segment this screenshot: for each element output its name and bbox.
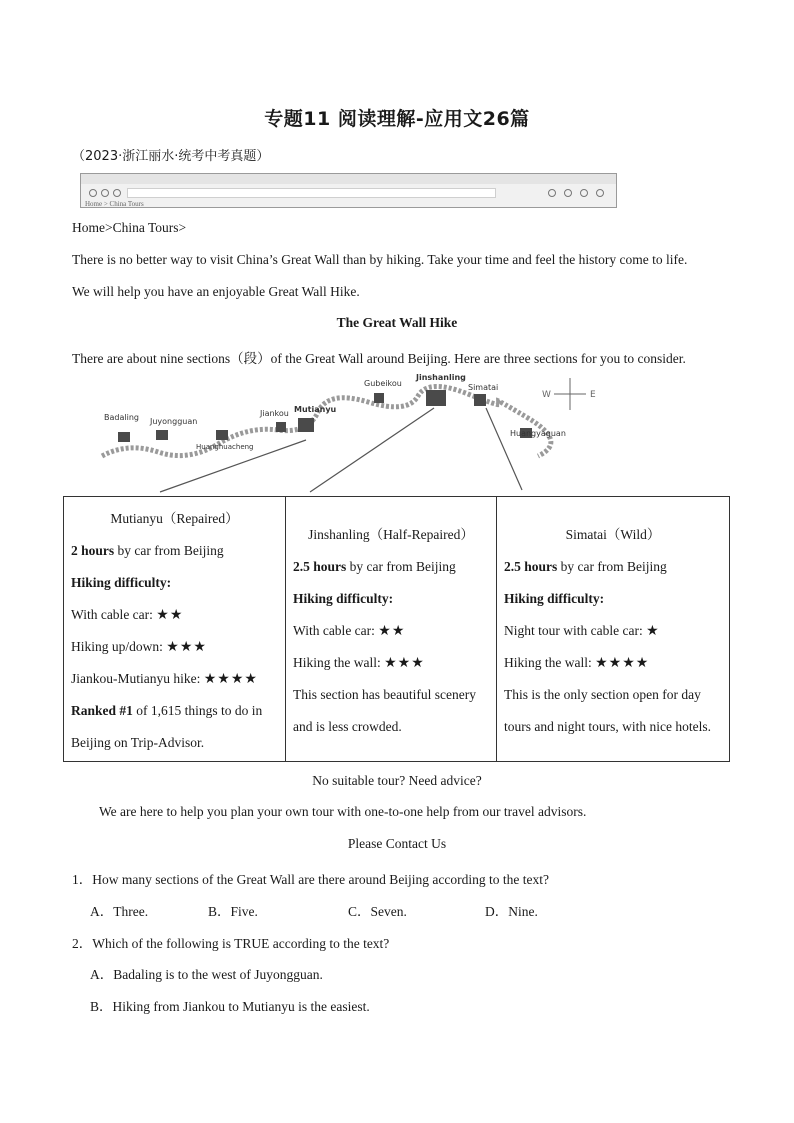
- tower-icon: [374, 393, 384, 403]
- question-2-stem: 2．Which of the following is TRUE according to the text?: [72, 936, 390, 951]
- toolbar-icon: [580, 189, 588, 197]
- simatai-night: Night tour with cable car: ★: [504, 623, 660, 639]
- question-2-option-b: B．Hiking from Jiankou to Mutianyu is the easiest.: [90, 999, 370, 1014]
- browser-screenshot: [80, 173, 617, 208]
- tower-icon: [118, 432, 130, 442]
- arrow-to-simatai: [486, 408, 522, 490]
- question-1-option-d: D．Nine.: [485, 904, 538, 919]
- mutianyu-rank-2: Beijing on Trip-Advisor.: [71, 735, 205, 750]
- address-bar: [127, 188, 496, 198]
- compass-east: E: [590, 390, 596, 400]
- browser-tab-bar: [81, 174, 616, 184]
- arrow-to-jinshanling: [310, 408, 434, 492]
- simatai-name: Simatai（Wild）: [565, 527, 661, 542]
- map-label: Huanghuacheng: [196, 443, 254, 451]
- star-icon: ★★: [156, 607, 184, 623]
- star-icon: ★★★: [384, 655, 425, 671]
- question-1-option-c: C．Seven.: [348, 904, 407, 919]
- simatai-wall: Hiking the wall: ★★★★: [504, 655, 650, 671]
- question-1-option-a: A．Three.: [90, 904, 149, 919]
- mutianyu-difficulty-label: Hiking difficulty:: [71, 575, 172, 590]
- document-title: 专题11 阅读理解-应用文26篇: [264, 108, 530, 130]
- mutianyu-name: Mutianyu（Repaired）: [110, 511, 239, 526]
- compass-icon: [542, 378, 596, 410]
- jinshanling-wall: Hiking the wall: ★★★: [293, 655, 425, 671]
- map-label: Gubeikou: [364, 379, 402, 388]
- toolbar-icon: [596, 189, 604, 197]
- jinshanling-time: 2.5 hours by car from Beijing: [293, 559, 456, 574]
- jinshanling-cable: With cable car: ★★: [293, 623, 406, 639]
- jinshanling-cell: [286, 497, 497, 762]
- breadcrumb: Home>China Tours>: [72, 220, 187, 235]
- compass-west: W: [542, 390, 551, 400]
- back-icon: [89, 189, 97, 197]
- mutianyu-time: 2 hours by car from Beijing: [71, 543, 224, 558]
- tower-icon: [216, 430, 228, 440]
- jinshanling-note-2: and is less crowded.: [293, 719, 402, 734]
- jinshanling-note-1: This section has beautiful scenery: [293, 687, 476, 702]
- star-icon: ★★★★: [595, 655, 650, 671]
- star-icon: ★★★★: [203, 671, 258, 687]
- map-label: Jinshanling: [416, 373, 466, 382]
- simatai-note-2: tours and night tours, with nice hotels.: [504, 719, 711, 734]
- question-2-option-a: A．Badaling is to the west of Juyongguan.: [90, 967, 323, 982]
- toolbar-icon: [564, 189, 572, 197]
- intro-line-1: There is no better way to visit China’s Great Wall than by hiking. Take your time and feel the history come to life.: [72, 252, 688, 267]
- map-label: Simatai: [468, 383, 499, 392]
- sections-intro: There are about nine sections（段）of the Great Wall around Beijing. Here are three sections for you to consider.: [72, 351, 686, 366]
- section-heading: The Great Wall Hike: [336, 315, 458, 330]
- map-label: Jiankou: [260, 409, 289, 418]
- tower-icon: [156, 430, 168, 440]
- browser-tab-text: Home > China Tours: [85, 200, 144, 208]
- toolbar-icon: [548, 189, 556, 197]
- tower-icon: [298, 418, 314, 432]
- mutianyu-cell: [64, 497, 286, 762]
- simatai-note-1: This is the only section open for day: [504, 687, 701, 702]
- map-label: Mutianyu: [294, 405, 337, 414]
- great-wall-map: [98, 366, 596, 494]
- contact-us: Please Contact Us: [347, 836, 447, 851]
- map-label: Juyongguan: [150, 417, 198, 426]
- jinshanling-difficulty-label: Hiking difficulty:: [293, 591, 394, 606]
- mutianyu-cable: With cable car: ★★: [71, 607, 184, 623]
- intro-line-2: We will help you have an enjoyable Great Wall Hike.: [72, 284, 360, 299]
- mutianyu-updown: Hiking up/down: ★★★: [71, 639, 207, 655]
- mutianyu-rank: Ranked #1 of 1,615 things to do in: [71, 703, 263, 718]
- simatai-difficulty-label: Hiking difficulty:: [504, 591, 605, 606]
- sections-table: [63, 496, 730, 762]
- tower-icon: [276, 422, 286, 432]
- map-label: Huangyaguan: [510, 429, 566, 438]
- tower-icon: [474, 394, 486, 406]
- simatai-cell: [497, 497, 730, 762]
- star-icon: ★★★: [166, 639, 207, 655]
- forward-icon: [101, 189, 109, 197]
- tower-icon: [426, 390, 446, 406]
- map-label: Badaling: [104, 413, 139, 422]
- mutianyu-hike: Jiankou-Mutianyu hike: ★★★★: [71, 671, 258, 687]
- jinshanling-name: Jinshanling（Half-Repaired）: [308, 527, 474, 542]
- simatai-time: 2.5 hours by car from Beijing: [504, 559, 667, 574]
- exam-source: （2023·浙江丽水·统考中考真题）: [72, 149, 270, 164]
- reload-icon: [113, 189, 121, 197]
- star-icon: ★: [646, 623, 660, 639]
- advice-question: No suitable tour? Need advice?: [312, 773, 482, 788]
- question-1-stem: 1．How many sections of the Great Wall are there around Beijing according to the text?: [72, 872, 550, 887]
- advice-body: We are here to help you plan your own tour with one-to-one help from our travel advisors.: [99, 804, 587, 819]
- star-icon: ★★: [378, 623, 406, 639]
- question-1-option-b: B．Five.: [208, 904, 258, 919]
